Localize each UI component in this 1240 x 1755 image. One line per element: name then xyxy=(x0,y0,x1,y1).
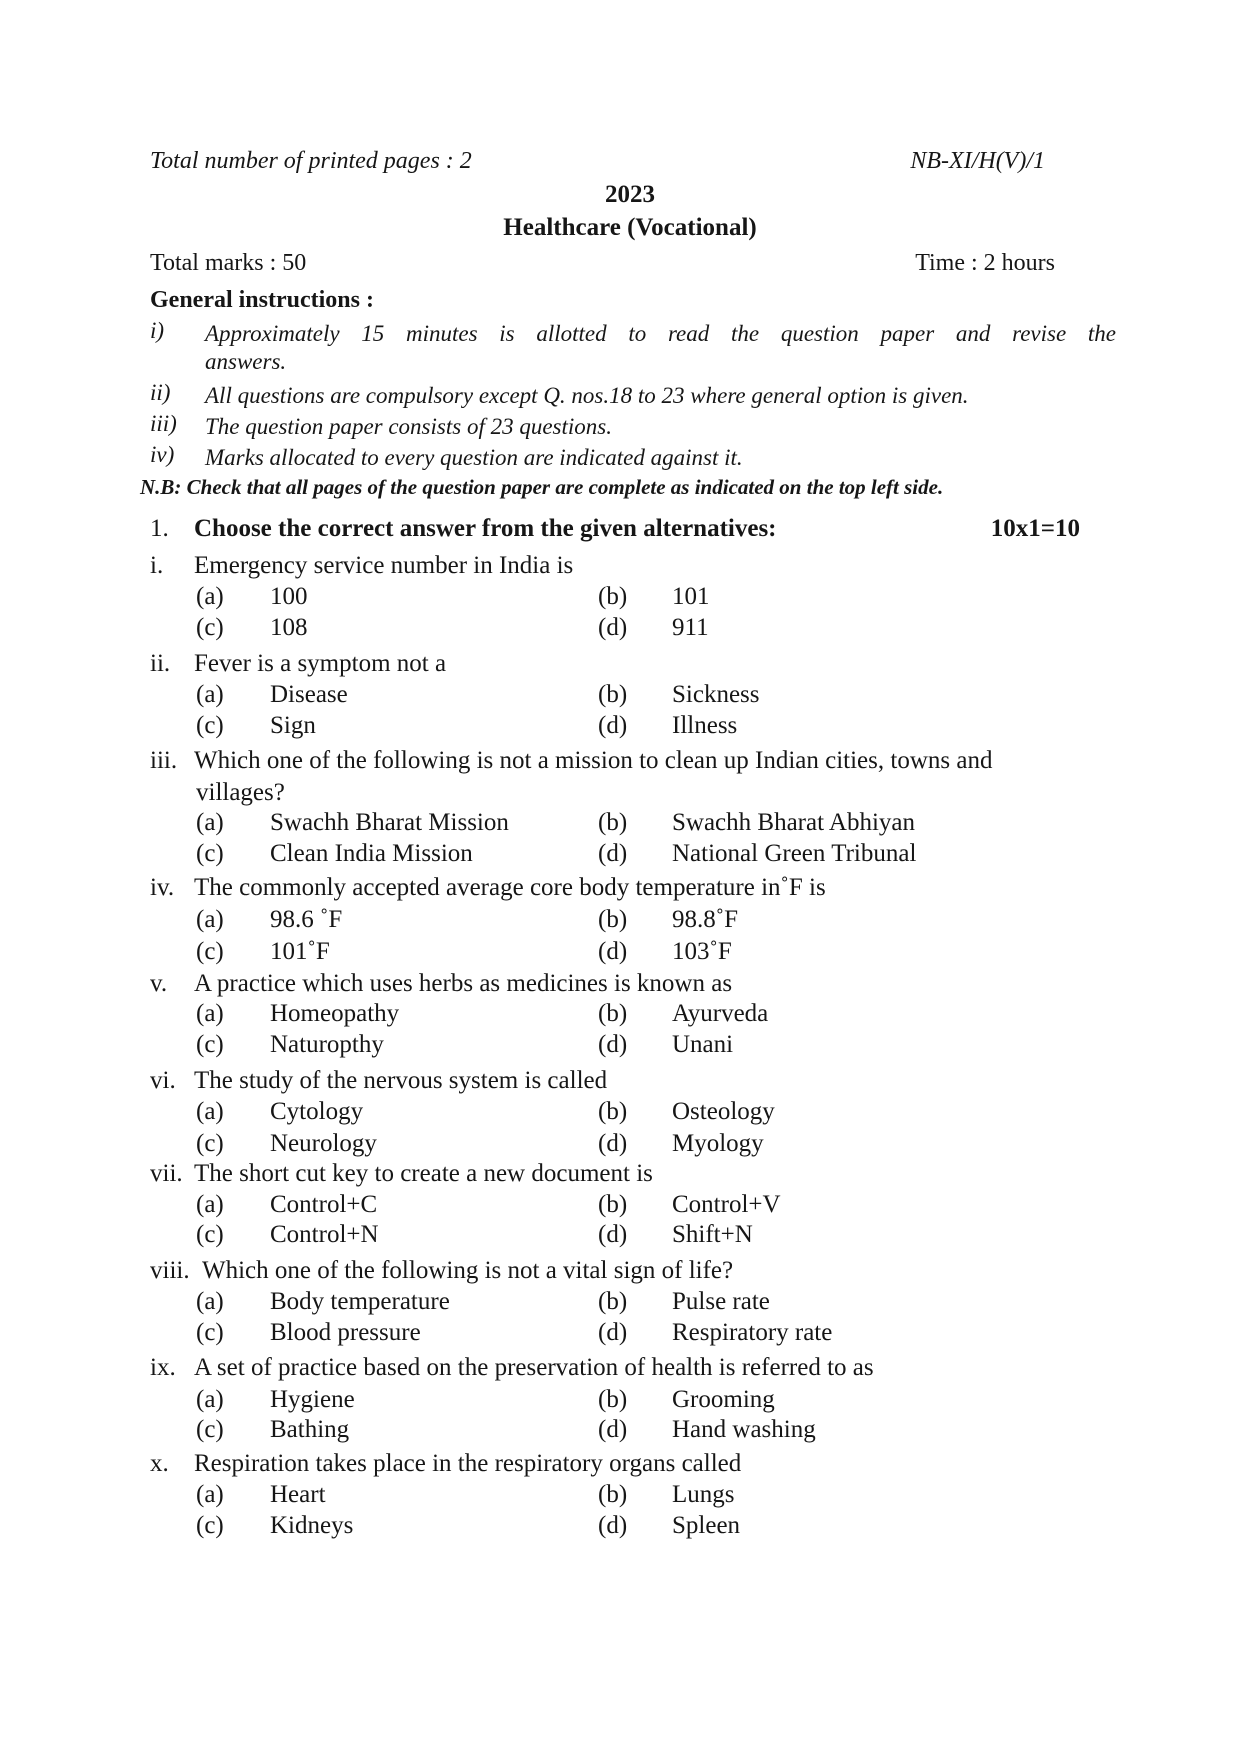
mcq-item-number: vi. xyxy=(150,1067,176,1094)
paper-code: NB-XI/H(V)/1 xyxy=(910,148,1045,174)
nb-note: N.B: Check that all pages of the question paper are complete as indicated on the top left side. xyxy=(140,475,944,499)
mcq-option-label: (d) xyxy=(598,1221,628,1248)
mcq-item-number: ii. xyxy=(150,650,171,677)
mcq-option-text: Bathing xyxy=(270,1416,350,1443)
mcq-option-label: (d) xyxy=(598,1319,628,1346)
mcq-option-text: 100 xyxy=(270,583,308,610)
mcq-option-text: Kidneys xyxy=(270,1512,354,1539)
mcq-option-label: (c) xyxy=(196,1221,224,1248)
instruction-number: i) xyxy=(150,318,165,343)
mcq-option-label: (b) xyxy=(598,809,628,836)
mcq-option-label: (d) xyxy=(598,1130,628,1157)
instructions-heading: General instructions : xyxy=(150,287,374,313)
exam-year: 2023 xyxy=(605,181,655,208)
mcq-item-number: v. xyxy=(150,970,168,997)
mcq-option-label: (a) xyxy=(196,681,224,708)
mcq-option-label: (c) xyxy=(196,840,224,867)
mcq-option-label: (d) xyxy=(598,1031,628,1058)
mcq-option-text: Swachh Bharat Abhiyan xyxy=(672,809,916,836)
mcq-option-text: 108 xyxy=(270,614,308,641)
mcq-option-label: (a) xyxy=(196,809,224,836)
mcq-option-label: (a) xyxy=(196,1288,224,1315)
mcq-option-label: (c) xyxy=(196,1319,224,1346)
mcq-option-label: (c) xyxy=(196,614,224,641)
mcq-option-label: (d) xyxy=(598,1512,628,1539)
mcq-option-label: (b) xyxy=(598,1386,628,1413)
mcq-item-number: x. xyxy=(150,1450,169,1477)
pages-note: Total number of printed pages : 2 xyxy=(150,148,472,174)
mcq-item-question: The short cut key to create a new document is xyxy=(194,1160,653,1187)
time-allowed: Time : 2 hours xyxy=(915,250,1055,276)
mcq-item-question: Which one of the following is not a mission to clean up Indian cities, towns and xyxy=(194,747,993,774)
mcq-option-text: Spleen xyxy=(672,1512,741,1539)
instruction-text: Marks allocated to every question are indicated against it. xyxy=(205,445,743,470)
mcq-option-text: 98.8˚F xyxy=(672,906,738,933)
exam-subject: Healthcare (Vocational) xyxy=(503,214,757,241)
instruction-number: iv) xyxy=(150,442,175,467)
mcq-option-text: Respiratory rate xyxy=(672,1319,833,1346)
total-marks: Total marks : 50 xyxy=(150,250,307,276)
mcq-option-label: (b) xyxy=(598,583,628,610)
mcq-option-text: Lungs xyxy=(672,1481,735,1508)
mcq-option-label: (d) xyxy=(598,614,628,641)
mcq-option-text: Disease xyxy=(270,681,348,708)
mcq-option-text: Control+C xyxy=(270,1191,378,1218)
mcq-item-question: The commonly accepted average core body temperature in˚F is xyxy=(194,874,826,901)
mcq-option-label: (d) xyxy=(598,712,628,739)
mcq-item-number: vii. xyxy=(150,1160,183,1187)
mcq-option-text: 911 xyxy=(672,614,709,641)
mcq-option-text: Blood pressure xyxy=(270,1319,421,1346)
mcq-item-number: iv. xyxy=(150,874,175,901)
mcq-option-label: (c) xyxy=(196,1130,224,1157)
mcq-option-text: Sign xyxy=(270,712,316,739)
mcq-option-text: Ayurveda xyxy=(672,1000,769,1027)
question-number: 1. xyxy=(150,515,169,542)
mcq-option-label: (d) xyxy=(598,938,628,965)
mcq-option-text: Cytology xyxy=(270,1098,364,1125)
mcq-option-label: (b) xyxy=(598,681,628,708)
mcq-option-text: 101˚F xyxy=(270,938,330,965)
mcq-option-text: Hygiene xyxy=(270,1386,355,1413)
mcq-option-text: Control+N xyxy=(270,1221,379,1248)
mcq-option-text: Heart xyxy=(270,1481,326,1508)
mcq-item-number: ix. xyxy=(150,1354,176,1381)
mcq-option-text: Shift+N xyxy=(672,1221,753,1248)
mcq-option-label: (d) xyxy=(598,1416,628,1443)
mcq-option-label: (c) xyxy=(196,1512,224,1539)
instruction-text: Approximately 15 minutes is allotted to read the question paper and revise the xyxy=(205,321,1116,346)
mcq-option-text: Osteology xyxy=(672,1098,775,1125)
mcq-option-label: (a) xyxy=(196,906,224,933)
mcq-option-text: Myology xyxy=(672,1130,764,1157)
mcq-item-question: A set of practice based on the preservation of health is referred to as xyxy=(194,1354,874,1381)
mcq-item-question: Fever is a symptom not a xyxy=(194,650,447,677)
mcq-option-label: (a) xyxy=(196,1386,224,1413)
mcq-option-label: (c) xyxy=(196,938,224,965)
mcq-option-label: (a) xyxy=(196,1098,224,1125)
mcq-option-text: Swachh Bharat Mission xyxy=(270,809,509,836)
mcq-option-label: (a) xyxy=(196,1191,224,1218)
instruction-number: ii) xyxy=(150,380,171,405)
page-header xyxy=(150,148,1045,180)
mcq-item-number: viii. xyxy=(150,1257,190,1284)
mcq-option-text: Sickness xyxy=(672,681,760,708)
mcq-option-text: Control+V xyxy=(672,1191,781,1218)
instruction-text: All questions are compulsory except Q. nos.18 to 23 where general option is given. xyxy=(205,383,969,408)
question-marks: 10x1=10 xyxy=(990,515,1080,542)
mcq-item-question: A practice which uses herbs as medicines is known as xyxy=(194,970,733,997)
mcq-item-number: i. xyxy=(150,552,164,579)
mcq-option-label: (a) xyxy=(196,1000,224,1027)
mcq-option-label: (a) xyxy=(196,1481,224,1508)
instruction-text: The question paper consists of 23 questions. xyxy=(205,414,612,439)
mcq-option-label: (c) xyxy=(196,1031,224,1058)
mcq-option-label: (b) xyxy=(598,1288,628,1315)
mcq-option-text: Naturopthy xyxy=(270,1031,384,1058)
mcq-option-text: Homeopathy xyxy=(270,1000,400,1027)
mcq-option-text: Pulse rate xyxy=(672,1288,770,1315)
mcq-item-question: Which one of the following is not a vital sign of life? xyxy=(202,1257,734,1284)
mcq-option-text: Hand washing xyxy=(672,1416,816,1443)
mcq-option-label: (a) xyxy=(196,583,224,610)
mcq-option-label: (b) xyxy=(598,1098,628,1125)
mcq-option-label: (c) xyxy=(196,1416,224,1443)
mcq-option-label: (b) xyxy=(598,1481,628,1508)
instruction-text-continued: answers. xyxy=(205,349,287,374)
mcq-item-number: iii. xyxy=(150,747,178,774)
mcq-option-text: National Green Tribunal xyxy=(672,840,917,867)
mcq-option-text: 103˚F xyxy=(672,938,732,965)
mcq-option-text: 98.6 ˚F xyxy=(270,906,343,933)
mcq-option-label: (b) xyxy=(598,906,628,933)
mcq-option-label: (b) xyxy=(598,1000,628,1027)
mcq-option-text: 101 xyxy=(672,583,710,610)
instruction-number: iii) xyxy=(150,411,177,436)
mcq-option-text: Body temperature xyxy=(270,1288,450,1315)
question-text: Choose the correct answer from the given alternatives: xyxy=(194,515,777,542)
mcq-item-question: Emergency service number in India is xyxy=(194,552,574,579)
mcq-option-text: Illness xyxy=(672,712,738,739)
mcq-option-text: Grooming xyxy=(672,1386,775,1413)
mcq-option-label: (c) xyxy=(196,712,224,739)
mcq-item-question: The study of the nervous system is called xyxy=(194,1067,608,1094)
mcq-option-text: Neurology xyxy=(270,1130,377,1157)
mcq-option-text: Unani xyxy=(672,1031,734,1058)
mcq-option-label: (b) xyxy=(598,1191,628,1218)
mcq-item-question: Respiration takes place in the respiratory organs called xyxy=(194,1450,742,1477)
mcq-option-text: Clean India Mission xyxy=(270,840,473,867)
mcq-option-label: (d) xyxy=(598,840,628,867)
mcq-item-question-continued: villages? xyxy=(196,779,285,806)
